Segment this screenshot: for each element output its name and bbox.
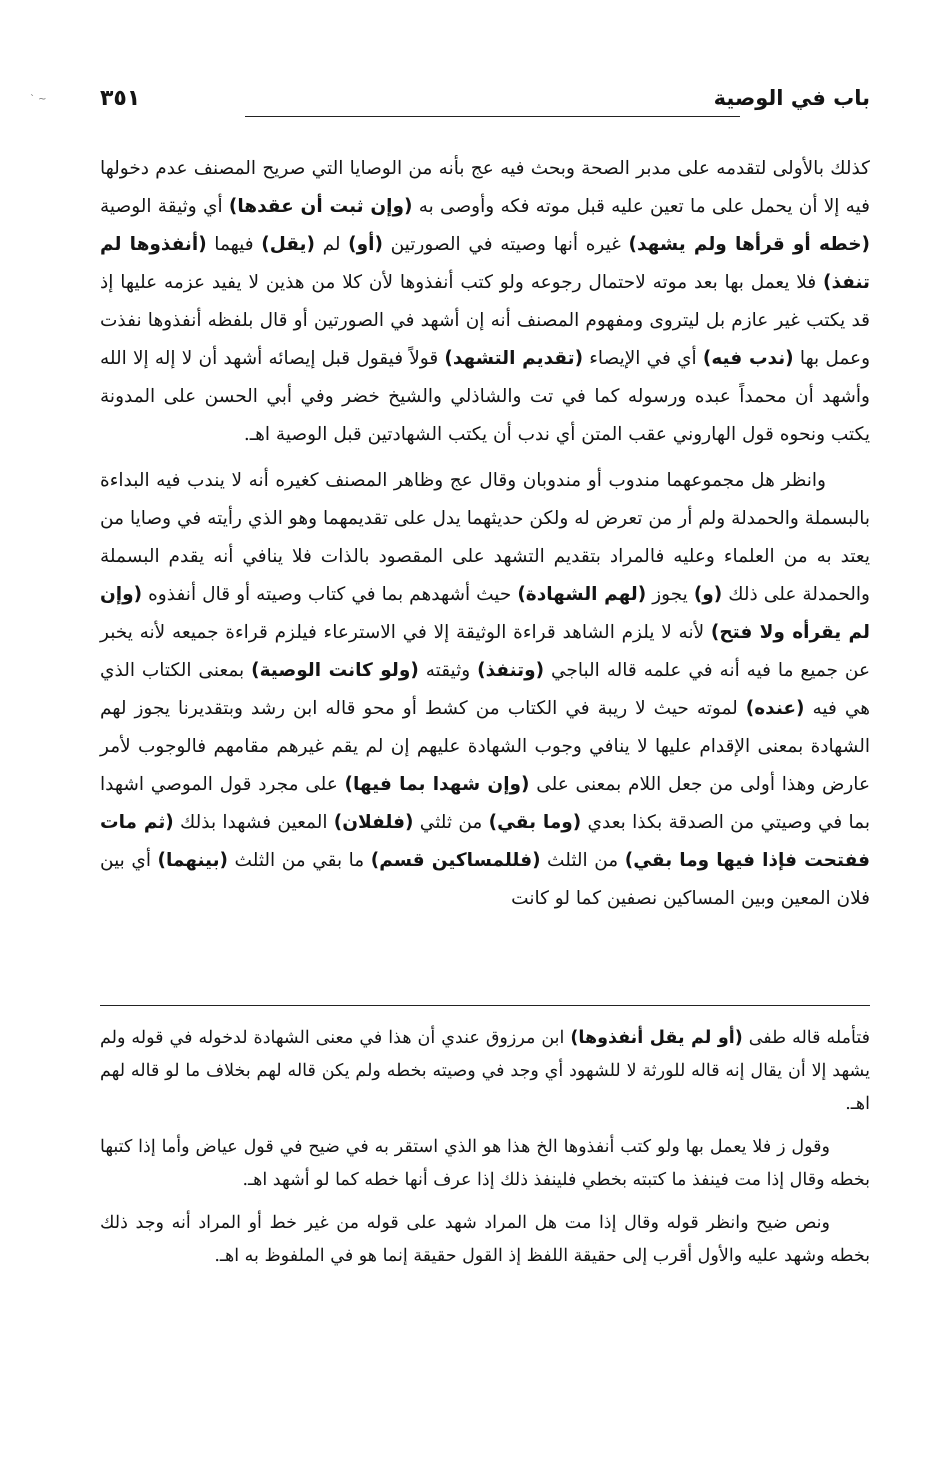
matn-quote: (و): [693, 584, 723, 605]
text-segment: يجوز: [646, 584, 694, 605]
text-segment: أي وثيقة الوصية: [100, 196, 229, 217]
page-number: ٣٥١: [100, 86, 141, 111]
matn-quote: (ثم مات ففتحت فإذا فيها وما بقي): [100, 812, 870, 871]
matn-quote: (أو): [348, 234, 383, 255]
text-segment: لأنه لا يلزم الشاهد قراءة الوثيقة إلا في الاسترعاء فيلزم قراءة جميعه لأنه يخبر عن جميع ما فيه أنه في علمه قاله الباجي: [100, 622, 870, 681]
text-segment: على مجرد قول الموصي اشهدا بما في وصيتي من الصدقة بكذا بعدي: [100, 774, 870, 833]
matn-quote: (تقديم التشهد): [444, 348, 584, 369]
matn-quote: (وإن شهدا بما فيها): [344, 774, 530, 795]
matn-quote: (فلفلان): [333, 812, 414, 833]
footnotes: [100, 1022, 870, 1283]
scan-margin-mark: ` ~: [30, 94, 47, 105]
text-segment: أي بين فلان المعين وبين المساكين نصفين كما لو كانت: [100, 850, 870, 909]
matn-quote: (يقل): [261, 234, 315, 255]
text-segment: بمعنى الكتاب الذي هي فيه: [100, 660, 871, 719]
matn-quote: (خطه أو قرأها ولم يشهد): [628, 234, 871, 255]
matn-quote: (لهم الشهادة): [517, 584, 647, 605]
text-segment: أي في الإيصاء: [583, 348, 703, 369]
running-title: باب في الوصية: [713, 86, 870, 110]
text-segment: فيهما: [206, 234, 262, 255]
matn-quote: (أو لم يقل أنفذوها): [570, 1028, 743, 1048]
text-segment: من الثلث: [540, 850, 625, 871]
main-text: [100, 150, 870, 918]
matn-quote: (وإن لم يقرأه ولا فتح): [100, 584, 870, 643]
header-rule: [245, 116, 740, 117]
footnote-paragraph-2: وقول ز فلا يعمل بها ولو كتب أنفذوها الخ هذا هو الذي استقر به في ضيح في قول عياض وأما إذا كتبها بخطه وقال إذا مت فينفذ ما كتبته بخطي فلينفذ ذلك إذا عرف أنها خطه كما لو أشهد اهـ.: [100, 1137, 870, 1190]
text-segment: المعين فشهدا بذلك: [173, 812, 334, 833]
matn-quote: (عنده): [745, 698, 805, 719]
text-segment: وثيقته: [418, 660, 478, 681]
text-segment: قولاً فيقول قبل إيصائه أشهد أن لا إله إلا الله وأشهد أن محمداً عبده ورسوله كما في تت والشاذلي والشيخ خضر وفي أبي الحسن على المدونة يكتب ونحوه قول الهاروني عقب المتن أي ندب أن يكتب الشهادتين قبل الوصية اهـ.: [100, 348, 870, 445]
matn-quote: (ندب فيه): [702, 348, 794, 369]
text-segment: ابن مرزوق عندي أن هذا في معنى الشهادة لدخوله في قوله ولم يشهد إلا أن يقال إنه قاله للورثة لا للشهود أي وجد في وصيته بخطه ولم يكن قاله لهم بخلاف ما لو قاله لهم اهـ.: [100, 1028, 870, 1114]
matn-quote: (وإن ثبت أن عقدها): [228, 196, 413, 217]
footnote-paragraph-1: [100, 1022, 870, 1121]
main-paragraph-2: [100, 462, 870, 918]
text-segment: فتأمله قاله طفى: [742, 1028, 870, 1048]
text-segment: كذلك بالأولى لتقدمه على مدبر الصحة وبحث فيه عج بأنه من الوصايا التي صريح المصنف عدم دخولها فيه إلا أن يحمل على ما تعين عليه قبل موته فكه وأوصى به: [100, 158, 870, 217]
footnote-separator-rule: [100, 1005, 870, 1006]
text-segment: فلا يعمل بها بعد موته لاحتمال رجوعه ولو كتب أنفذوها لأن كلا من هذين لا يفيد عزمه عليها إذ قد يكتب غير عازم بل ليتروى ومفهوم المصنف أنه إن أشهد في الصورتين أو قال بلفظه أنفذوها نفذت وعمل بها: [100, 272, 870, 369]
text-segment: لموته حيث لا ريبة في الكتاب من كشط أو محو قاله ابن رشد وبتقديرنا يجوز لهم الشهادة بمعنى الإقدام عليها لا ينافي وجوب الشهادة عليهم إن لم يقم غيرهم مقامهم فالوجوب لأمر عارض وهذا أولى من جعل اللام بمعنى على: [100, 698, 870, 795]
text-segment: من ثلثي: [413, 812, 489, 833]
matn-quote: (وتنفذ): [477, 660, 545, 681]
main-paragraph-1: [100, 150, 870, 454]
page-header: [100, 86, 870, 126]
matn-quote: (فللمساكين قسم): [370, 850, 541, 871]
text-segment: وانظر هل مجموعهما مندوب أو مندوبان وقال عج وظاهر المصنف كغيره أنه لا يندب فيه البداءة بالبسملة والحمدلة ولم أر من تعرض له ولكن حديثهما يدل على تقديمهما وهو الذي رأيته في وصايا من يعتد به من العلماء وعليه فالمراد بتقديم التشهد على المقصود بالذات فلا ينافي أنه يقدم البسملة والحمدلة على ذلك: [100, 470, 870, 605]
matn-quote: (وما بقي): [488, 812, 582, 833]
text-segment: حيث أشهدهم بما في كتاب وصيته أو قال أنفذوه: [142, 584, 518, 605]
footnote-paragraph-3: ونص ضيح وانظر قوله وقال إذا مت هل المراد شهد على قوله من غير خط أو المراد أنه وجد ذلك بخطه وشهد عليه والأول أقرب إلى حقيقة اللفظ إذ القول حقيقة إنما هو في الملفوظ به اهـ.: [100, 1213, 870, 1266]
text-segment: لم: [314, 234, 349, 255]
matn-quote: (أنفذوها لم تنفذ): [100, 234, 870, 293]
text-segment: غيره أنها وصيته في الصورتين: [382, 234, 629, 255]
matn-quote: (ولو كانت الوصية): [251, 660, 419, 681]
matn-quote: (بينهما): [157, 850, 229, 871]
text-segment: ما بقي من الثلث: [228, 850, 371, 871]
